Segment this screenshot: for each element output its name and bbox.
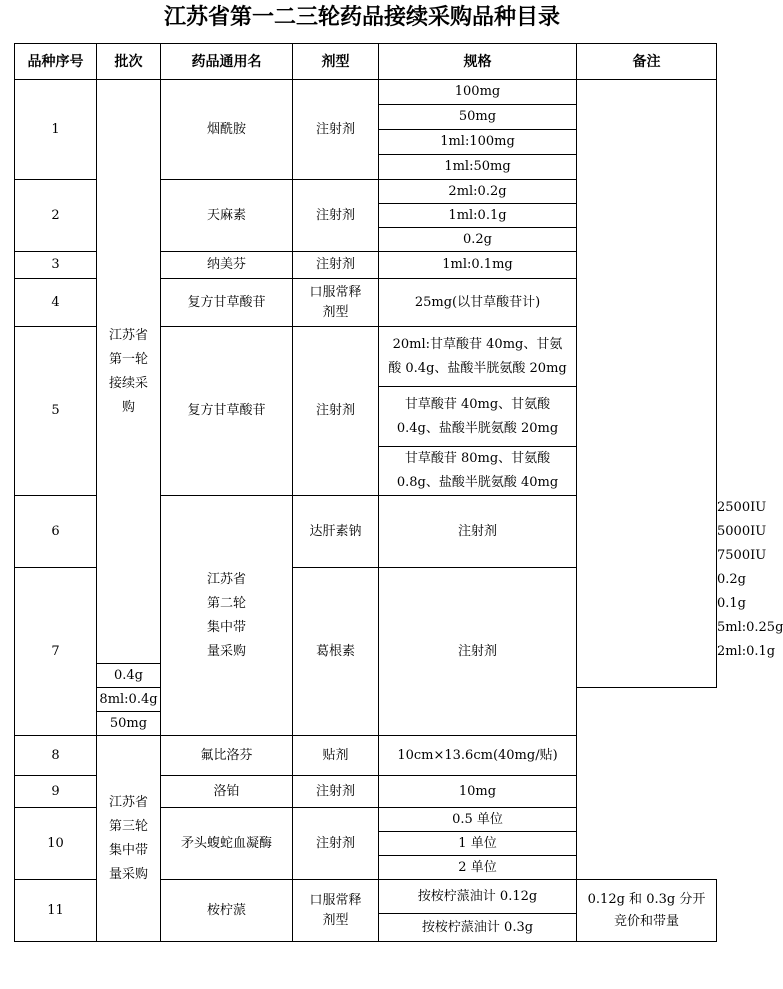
specification: 1ml:100mg [379, 130, 577, 155]
header-row [15, 44, 717, 80]
header-cell: 备注 [577, 44, 717, 80]
batch-label: 江苏省 第三轮 集中带 量采购 [97, 736, 161, 942]
dosage-form: 注射剂 [379, 496, 577, 568]
drug-name: 达肝素钠 [293, 496, 379, 568]
table-row: 2ml:0.1g [717, 643, 776, 659]
specification: 1ml:0.1g [379, 204, 577, 228]
drug-catalog-table [14, 43, 783, 942]
dosage-form: 注射剂 [379, 568, 577, 736]
specification: 2 单位 [379, 856, 577, 880]
specification: 8ml:0.4g [97, 688, 161, 712]
header-cell: 剂型 [293, 44, 379, 80]
specification: 50mg [379, 105, 577, 130]
table-row [15, 736, 717, 776]
table-row: 5ml:0.25g [717, 619, 783, 635]
drug-name: 洛铂 [161, 776, 293, 808]
dosage-form: 贴剂 [293, 736, 379, 776]
dosage-form: 注射剂 [293, 327, 379, 496]
header-cell: 品种序号 [15, 44, 97, 80]
table-row: 6 江苏省 第二轮 集中带 量采购 达肝素钠 注射剂 2500IU [15, 496, 717, 520]
dosage-form: 口服常释 剂型 [293, 279, 379, 327]
drug-name: 烟酰胺 [161, 80, 293, 180]
specification: 1ml:0.1mg [379, 252, 577, 279]
batch-label: 江苏省 第一轮 接续采 购 [97, 80, 161, 664]
drug-name: 天麻素 [161, 180, 293, 252]
header-cell: 规格 [379, 44, 577, 80]
specification: 10cm×13.6cm(40mg/贴) [379, 736, 577, 776]
remark [577, 80, 717, 688]
specification: 按桉柠蒎油计 0.3g [379, 914, 577, 942]
specification: 甘草酸苷 80mg、甘氨酸 0.8g、盐酸半胱氨酸 40mg [379, 447, 577, 496]
specification: 0.5 单位 [379, 808, 577, 832]
specification: 10mg [379, 776, 577, 808]
drug-name: 桉柠蒎 [161, 880, 293, 942]
dosage-form: 注射剂 [293, 808, 379, 880]
specification: 2ml:0.2g [379, 180, 577, 204]
dosage-form: 注射剂 [293, 80, 379, 180]
table-row: 7 葛根素 注射剂 0.2g [15, 568, 717, 592]
item-number: 9 [15, 776, 97, 808]
specification: 按桉柠蒎油计 0.12g [379, 880, 577, 914]
drug-name: 葛根素 [293, 568, 379, 736]
remark: 0.12g 和 0.3g 分开 竞价和带量 [577, 880, 717, 942]
item-number: 4 [15, 279, 97, 327]
table-row: 5000IU [717, 523, 767, 539]
header-cell: 批次 [97, 44, 161, 80]
batch-label: 江苏省 第二轮 集中带 量采购 [161, 496, 293, 736]
drug-name: 复方甘草酸苷 [161, 327, 293, 496]
table-body [15, 80, 783, 942]
specification: 0.4g [97, 664, 161, 688]
dosage-form: 注射剂 [293, 180, 379, 252]
drug-name: 矛头蝮蛇血凝酶 [161, 808, 293, 880]
item-number: 1 [15, 80, 97, 180]
dosage-form: 口服常释 剂型 [293, 880, 379, 942]
item-number: 7 [15, 568, 97, 736]
specification: 20ml:甘草酸苷 40mg、甘氨 酸 0.4g、盐酸半胱氨酸 20mg [379, 327, 577, 387]
specification: 1ml:50mg [379, 155, 577, 180]
item-number: 6 [15, 496, 97, 568]
drug-name: 纳美芬 [161, 252, 293, 279]
specification: 甘草酸苷 40mg、甘氨酸 0.4g、盐酸半胱氨酸 20mg [379, 387, 577, 447]
specification: 100mg [379, 80, 577, 105]
header-cell: 药品通用名 [161, 44, 293, 80]
table-row [15, 80, 717, 105]
dosage-form: 注射剂 [293, 776, 379, 808]
specification: 0.2g [379, 228, 577, 252]
item-number: 11 [15, 880, 97, 942]
item-number: 3 [15, 252, 97, 279]
page-title: 江苏省第一二三轮药品接续采购品种目录 [163, 5, 560, 30]
item-number: 5 [15, 327, 97, 496]
specification: 50mg [97, 712, 161, 736]
drug-name: 氟比洛芬 [161, 736, 293, 776]
specification: 1 单位 [379, 832, 577, 856]
item-number: 8 [15, 736, 97, 776]
table-row: 0.1g [717, 595, 746, 611]
table-row: 7500IU [717, 547, 767, 563]
item-number: 10 [15, 808, 97, 880]
item-number: 2 [15, 180, 97, 252]
specification: 25mg(以甘草酸苷计) [379, 279, 577, 327]
dosage-form: 注射剂 [293, 252, 379, 279]
drug-name: 复方甘草酸苷 [161, 279, 293, 327]
